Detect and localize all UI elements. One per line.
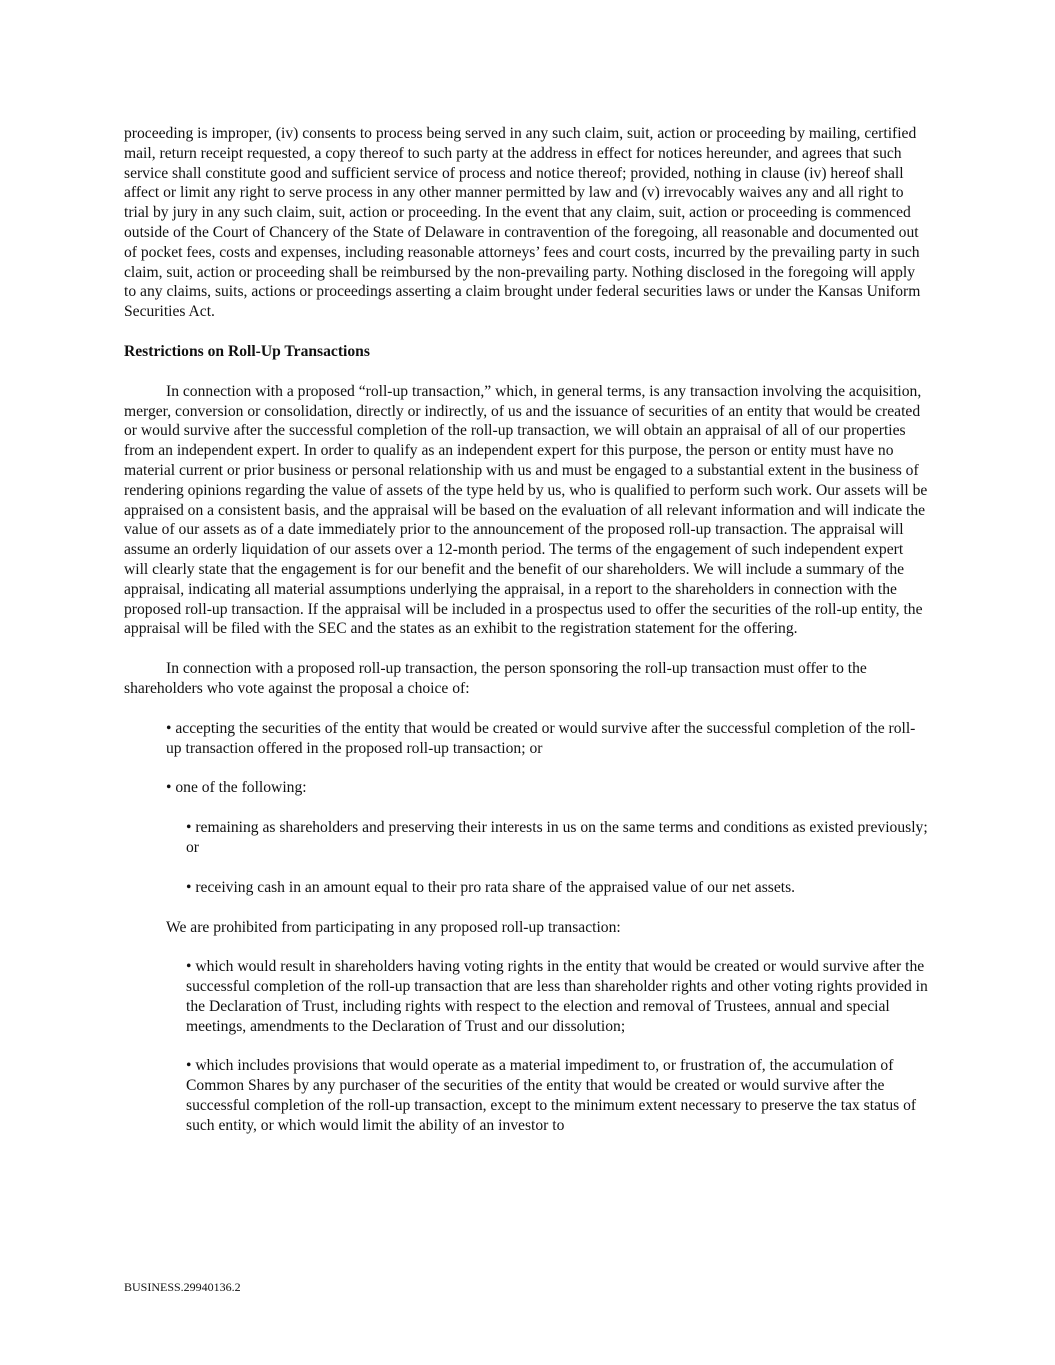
paragraph-appraisal: In connection with a proposed “roll-up transaction,” which, in general terms, is any transaction involving the acquisition, merger, conversion or consolidation, directly or indirectly, of us and the issuance of securities of an entity that would be created or would survive after the successful completion of the roll-up transaction, we will obtain an appraisal of all of our properties from an independent expert. In order to qualify as an independent expert for this purpose, the person or entity must have no material current or prior business or personal relationship with us and must be engaged to a substantial extent in the business of rendering opinions regarding the value of assets of the type held by us, who is qualified to perform such work. Our assets will be appraised on a consistent basis, and the appraisal will be based on the evaluation of all relevant information and will indicate the value of our assets as of a date immediately prior to the announcement of the proposed roll-up transaction. The appraisal will assume an orderly liquidation of our assets over a 12-month period. The terms of the engagement of such independent expert will clearly state that the engagement is for our benefit and the benefit of our shareholders. We will include a summary of the appraisal, indicating all material assumptions underlying the appraisal, in a report to the shareholders in connection with the proposed roll-up transaction. If the appraisal will be included in a prospectus used to offer the securities of the roll-up entity, the appraisal will be filed with the SEC and the states as an exhibit to the registration statement for the offering. [124, 382, 928, 638]
paragraph-prohibited: We are prohibited from participating in any proposed roll-up transaction: [166, 918, 621, 936]
sub-bullet-remaining-shareholders: • remaining as shareholders and preserving their interests in us on the same terms and conditions as existed previously; or [186, 819, 928, 856]
sub-bullet-receiving-cash: • receiving cash in an amount equal to their pro rata share of the appraised value of our net assets. [186, 878, 796, 896]
bullet-accepting-securities: • accepting the securities of the entity that would be created or would survive after the successful completion of the roll-up transaction offered in the proposed roll-up transaction; or [166, 719, 916, 757]
bullet-impediment: • which includes provisions that would operate as a material impediment to, or frustration of, the accumulation of Common Shares by any purchaser of the securities of the entity that would be created or would survive after the successful completion of the roll-up transaction, except to the minimum extent necessary to preserve the tax status of such entity, or which would limit the ability of an investor to [186, 1057, 917, 1134]
document-footer-id: BUSINESS.29940136.2 [124, 1280, 241, 1294]
paragraph-forum-selection: proceeding is improper, (iv) consents to process being served in any such claim, suit, action or proceeding by mailing, certified mail, return receipt requested, a copy thereof to such party at the address in effect for notices hereunder, and agrees that such service shall constitute good and sufficient service of process and notice thereof; provided, nothing in clause (iv) hereof shall affect or limit any right to serve process in any other manner permitted by law and (v) irrevocably waives any and all right to trial by jury in any such claim, suit, action or proceeding. In the event that any claim, suit, action or proceeding is commenced outside of the Court of Chancery of the State of Delaware in contravention of the foregoing, all reasonable and documented out of pocket fees, costs and expenses, including reasonable attorneys’ fees and court costs, incurred by the prevailing party in such claim, suit, action or proceeding shall be reimbursed by the non-prevailing party. Nothing disclosed in the foregoing will apply to any claims, suits, actions or proceedings asserting a claim brought under federal securities laws or under the Kansas Uniform Securities Act. [124, 125, 921, 321]
document-page [124, 124, 930, 1156]
section-heading-roll-up: Restrictions on Roll-Up Transactions [124, 342, 370, 360]
bullet-one-of-following: • one of the following: [166, 779, 307, 797]
bullet-voting-rights: • which would result in shareholders having voting rights in the entity that would be created or would survive after the successful completion of the roll-up transaction that are less than shareholder rights and other voting rights provided in the Declaration of Trust, including rights with respect to the election and removal of Trustees, annual and special meetings, amendments to the Declaration of Trust and our dissolution; [186, 958, 928, 1035]
paragraph-shareholder-choice: In connection with a proposed roll-up transaction, the person sponsoring the roll-up transaction must offer to the shareholders who vote against the proposal a choice of: [124, 660, 867, 697]
